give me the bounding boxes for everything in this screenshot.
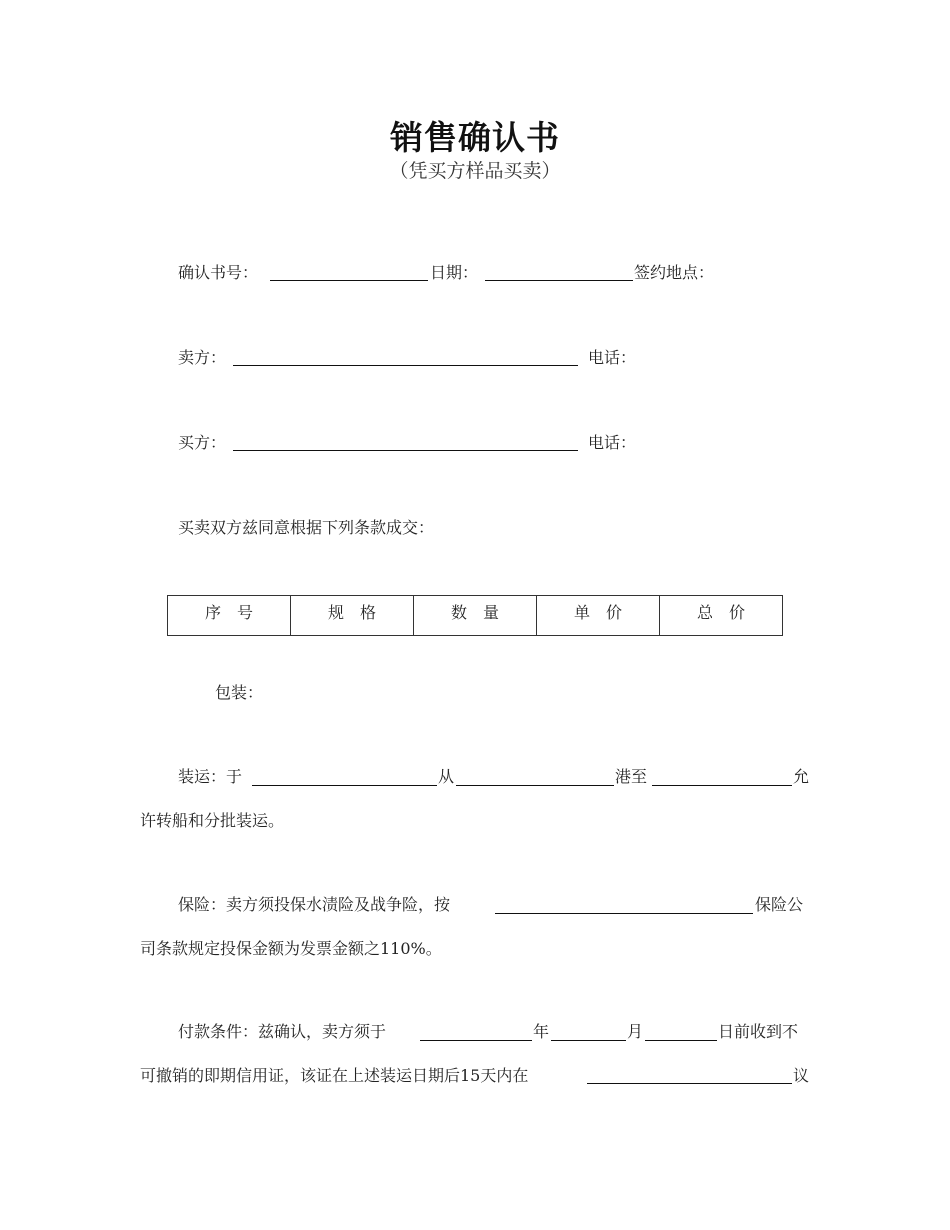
date-label: 日期：: [430, 263, 479, 282]
header-specification: 规 格: [291, 596, 414, 636]
payment-line2-end: 议: [793, 1066, 810, 1085]
shipment-to-port-field[interactable]: [652, 785, 792, 786]
buyer-label: 买方：: [178, 433, 227, 452]
header-total-price: 总 价: [660, 596, 783, 636]
payment-line2-prefix: 可撤销的即期信用证，该证在上述装运日期后15天内在: [140, 1066, 529, 1085]
insurance-line2: 司条款规定投保金额为发票金额之110%。: [140, 939, 442, 958]
shipment-line1-end: 允: [793, 767, 810, 786]
signing-place-label: 签约地点：: [634, 263, 715, 282]
terms-intro: 买卖双方兹同意根据下列条款成交：: [178, 518, 435, 537]
header-unit-price: 单 价: [537, 596, 660, 636]
seller-field[interactable]: [233, 365, 578, 366]
seller-phone-label: 电话：: [588, 348, 637, 367]
shipment-from-port-field[interactable]: [456, 785, 614, 786]
payment-prefix: 付款条件：兹确认，卖方须于: [178, 1022, 387, 1041]
payment-line1-end: 日前收到不: [718, 1022, 799, 1041]
insurance-prefix: 保险：卖方须投保水渍险及战争险，按: [178, 895, 451, 914]
shipment-from-label: 从: [438, 767, 455, 786]
insurance-line1-end: 保险公: [755, 895, 804, 914]
items-table: [167, 595, 783, 636]
shipment-line2: 许转船和分批装运。: [140, 811, 285, 830]
buyer-field[interactable]: [233, 450, 578, 451]
date-field[interactable]: [485, 280, 633, 281]
confirmation-no-field[interactable]: [270, 280, 428, 281]
document-subtitle: （凭买方样品买卖）: [389, 160, 561, 182]
document-title: 销售确认书: [390, 118, 560, 157]
payment-month-label: 月: [627, 1022, 644, 1041]
header-quantity: 数 量: [414, 596, 537, 636]
shipment-time-field[interactable]: [252, 785, 437, 786]
confirmation-no-label: 确认书号：: [178, 263, 259, 282]
payment-day-field[interactable]: [645, 1040, 717, 1041]
insurance-company-field[interactable]: [495, 913, 753, 914]
payment-negotiation-place-field[interactable]: [587, 1083, 792, 1084]
buyer-phone-label: 电话：: [588, 433, 637, 452]
header-serial-no: 序 号: [168, 596, 291, 636]
payment-year-field[interactable]: [420, 1040, 532, 1041]
payment-year-label: 年: [533, 1022, 550, 1041]
packing-label: 包装：: [215, 683, 264, 702]
payment-month-field[interactable]: [551, 1040, 626, 1041]
shipment-prefix: 装运：于: [178, 767, 243, 786]
shipment-to-label: 港至: [615, 767, 648, 786]
seller-label: 卖方：: [178, 348, 227, 367]
table-header-row: [168, 596, 783, 636]
